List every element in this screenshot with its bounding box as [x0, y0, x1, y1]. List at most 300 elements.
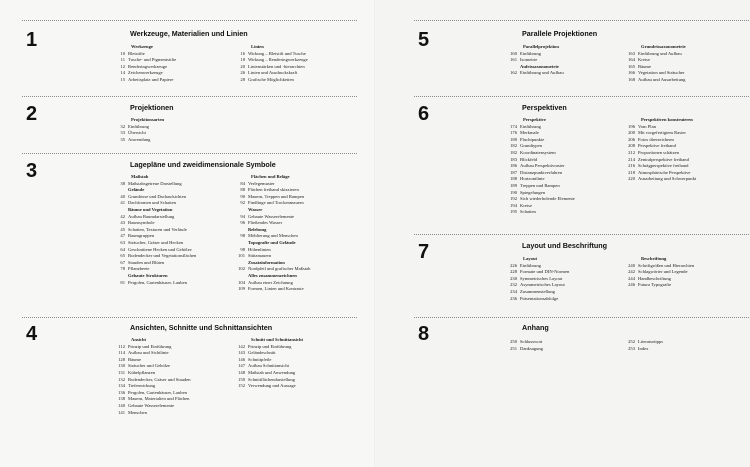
- toc-entry[interactable]: [506, 263, 569, 270]
- chapter-title[interactable]: Projektionen: [130, 103, 174, 112]
- page-number: 130: [118, 363, 125, 369]
- entry-title: Aufrissaxonometrie: [520, 63, 559, 69]
- toc-entry[interactable]: [114, 51, 176, 58]
- chapter-divider: [22, 96, 357, 97]
- chapter-title[interactable]: Werkzeuge, Materialien und Linien: [130, 29, 248, 38]
- toc-entry[interactable]: [114, 410, 191, 417]
- chapter-title[interactable]: Lagepläne und zweidimensionale Symbole: [130, 160, 276, 169]
- toc-entry[interactable]: [114, 363, 191, 370]
- toc-column: [506, 44, 564, 77]
- page-number: 240: [628, 262, 635, 268]
- toc-entry[interactable]: [506, 57, 564, 64]
- subsection-heading: [114, 273, 196, 280]
- page-number: 164: [628, 57, 635, 63]
- entry-title: Proportionen schätzen: [638, 149, 679, 155]
- toc-entry[interactable]: [624, 276, 694, 283]
- entry-title: Stauden und Blüten: [128, 259, 165, 265]
- entry-title: Einführung: [128, 123, 149, 129]
- toc-entry[interactable]: [624, 57, 686, 64]
- page-number: 104: [238, 279, 245, 285]
- toc-entry[interactable]: [114, 57, 176, 64]
- toc-entry[interactable]: [624, 163, 696, 170]
- page-number: 160: [510, 50, 517, 56]
- toc-entry[interactable]: [114, 200, 196, 207]
- toc-entry[interactable]: [234, 350, 303, 357]
- page-number: 136: [118, 389, 125, 395]
- page-number: 41: [120, 200, 125, 206]
- entry-title: Ausarbeitung und Schwerpunkt: [638, 176, 697, 182]
- toc-entry[interactable]: [624, 124, 696, 131]
- toc-entry[interactable]: [624, 170, 696, 177]
- toc-column: [114, 117, 164, 143]
- entry-title: Fluchtpunkte: [520, 136, 545, 142]
- toc-entry[interactable]: [506, 70, 564, 77]
- page-number: 45: [120, 226, 125, 232]
- page-number: 250: [510, 339, 517, 344]
- entry-title: Schatten, Texturen und Verläufe: [128, 226, 187, 232]
- page-number: 252: [628, 339, 635, 344]
- toc-column: [114, 44, 176, 84]
- page-number: 26: [240, 70, 245, 76]
- entry-title: Bodendecker, Gräser und Stauden: [128, 376, 191, 382]
- section-heading: Perspektive: [523, 117, 546, 122]
- toc-entry[interactable]: [506, 170, 575, 177]
- toc-entry[interactable]: [114, 344, 191, 351]
- toc-entry[interactable]: [114, 396, 191, 403]
- page-number: 226: [510, 262, 517, 268]
- toc-entry[interactable]: [114, 64, 176, 71]
- toc-entry[interactable]: [506, 137, 575, 144]
- entry-title: Symmetrisches Layout: [520, 275, 563, 281]
- entry-title: Arbeitsplatz und Papiere: [128, 76, 174, 82]
- toc-entry[interactable]: [234, 363, 303, 370]
- page-number: 131: [118, 369, 125, 375]
- toc-entry[interactable]: [624, 130, 696, 137]
- toc-column: [506, 256, 569, 302]
- toc-entry[interactable]: [234, 357, 303, 364]
- toc-entry[interactable]: [506, 157, 575, 164]
- entry-title: Möblierung und Menschen: [248, 233, 298, 239]
- entry-title: Vegetation und Sträucher: [638, 70, 685, 76]
- page-number: 90: [240, 193, 245, 199]
- toc-entry[interactable]: [624, 157, 696, 164]
- toc-column: [234, 44, 308, 84]
- toc-entry[interactable]: [506, 289, 569, 296]
- toc-entry[interactable]: [114, 377, 191, 384]
- toc-entry[interactable]: [506, 150, 575, 157]
- subsection-heading: [234, 273, 310, 280]
- page-number: [234, 273, 248, 280]
- toc-entry[interactable]: [624, 64, 686, 71]
- chapter-divider: [414, 317, 749, 318]
- toc-entry[interactable]: [234, 377, 303, 384]
- page-number: 162: [510, 70, 517, 76]
- page-number: 230: [510, 275, 517, 281]
- entry-title: Schrägperspektive freihand: [638, 163, 689, 169]
- toc-entry[interactable]: [114, 240, 196, 247]
- toc-entry[interactable]: [114, 233, 196, 240]
- page-number: 138: [118, 396, 125, 402]
- toc-entry[interactable]: [114, 124, 164, 131]
- entry-title: Gelände: [128, 187, 145, 193]
- page-number: 166: [628, 70, 635, 76]
- entry-title: Treppen und Rampen: [520, 182, 560, 188]
- toc-entry[interactable]: [114, 350, 191, 357]
- page-number: 234: [510, 288, 517, 294]
- entry-title: Perspektive freihand: [638, 143, 676, 149]
- entry-title: Aufbau einer Zeichnung: [248, 279, 293, 285]
- entry-title: Linien und Ausdruckskraft: [248, 70, 298, 76]
- entry-title: Futura Typografie: [638, 282, 672, 288]
- page-number: 242: [628, 269, 635, 275]
- chapter-number: 7: [418, 241, 430, 263]
- toc-entry[interactable]: [506, 124, 575, 131]
- entry-title: Findlinge und Trockenmauern: [248, 200, 304, 206]
- toc-entry[interactable]: [114, 214, 196, 221]
- toc-entry[interactable]: [506, 339, 543, 346]
- page-number: 206: [628, 136, 635, 142]
- chapter-divider: [22, 153, 357, 154]
- page-number: 47: [120, 233, 125, 239]
- entry-title: Maßstabsgetreue Darstellung: [128, 180, 182, 186]
- toc-entry[interactable]: [234, 200, 310, 207]
- entry-title: Pflanzbeete: [128, 266, 150, 272]
- page-number: 188: [510, 176, 517, 182]
- toc-entry[interactable]: [234, 344, 303, 351]
- toc-column: [234, 174, 310, 293]
- page-number: 244: [628, 275, 635, 281]
- page-number: 147: [238, 363, 245, 369]
- section-heading: Projektionsarten: [131, 117, 165, 122]
- toc-entry[interactable]: [114, 370, 191, 377]
- subsection-heading: [114, 207, 196, 214]
- page-number: 152: [238, 383, 245, 389]
- chapter-title[interactable]: Perspektiven: [522, 103, 567, 112]
- toc-entry[interactable]: [506, 130, 575, 137]
- entry-title: Kreise: [520, 202, 532, 208]
- toc-entry[interactable]: [234, 286, 310, 293]
- page-number: 78: [120, 266, 125, 272]
- toc-entry[interactable]: [234, 70, 308, 77]
- entry-title: Spiegelungen: [520, 189, 546, 195]
- toc-entry[interactable]: [506, 282, 569, 289]
- page-number: 42: [120, 213, 125, 219]
- toc-entry[interactable]: [506, 276, 569, 283]
- page-number: [114, 187, 128, 194]
- entry-title: Bäume: [638, 63, 652, 69]
- toc-entry[interactable]: [234, 181, 310, 188]
- entry-title: Zeichenwerkzeuge: [128, 70, 163, 76]
- entry-title: Renderingwerkzeuge: [128, 63, 168, 69]
- entry-title: Mauern, Treppen und Rampen: [248, 193, 305, 199]
- page-number: 194: [510, 202, 517, 208]
- toc-entry[interactable]: [114, 77, 176, 84]
- entry-title: Bäume: [128, 356, 142, 362]
- page-number: 15: [120, 76, 125, 82]
- page-number: 146: [238, 356, 245, 362]
- toc-entry[interactable]: [114, 253, 196, 260]
- section-heading: Perspektiven konstruieren: [641, 117, 693, 122]
- entry-title: Sich wiederholende Elemente: [520, 196, 575, 202]
- chapter-divider: [414, 20, 749, 21]
- entry-title: Übersicht: [128, 130, 146, 136]
- page-number: [234, 207, 248, 214]
- entry-title: Einführung: [520, 123, 541, 129]
- page-number: 163: [628, 50, 635, 56]
- toc-entry[interactable]: [114, 70, 176, 77]
- toc-entry[interactable]: [506, 269, 569, 276]
- page-number: 98: [240, 233, 245, 239]
- toc-entry[interactable]: [234, 266, 310, 273]
- toc-column: [624, 117, 696, 183]
- page-number: 200: [628, 130, 635, 136]
- entry-title: Distanzpunktverfahren: [520, 169, 563, 175]
- entry-title: Atmosphärische Perspektive: [638, 169, 691, 175]
- entry-title: Schatten: [520, 209, 536, 215]
- toc-entry[interactable]: [234, 77, 308, 84]
- toc-entry[interactable]: [114, 194, 196, 201]
- toc-entry[interactable]: [624, 346, 663, 353]
- entry-title: Vom Plan: [638, 123, 656, 129]
- page-number: 96: [240, 220, 245, 226]
- toc-entry[interactable]: [506, 296, 569, 303]
- chapter-divider: [414, 234, 749, 235]
- toc-entry[interactable]: [624, 269, 694, 276]
- page-number: 180: [510, 136, 517, 142]
- toc-entry[interactable]: [506, 203, 575, 210]
- toc-entry[interactable]: [506, 190, 575, 197]
- chapter-title[interactable]: Parallele Projektionen: [522, 29, 598, 38]
- section-heading: Maßstab: [131, 174, 149, 179]
- toc-entry[interactable]: [234, 214, 310, 221]
- section-heading: Werkzeuge: [131, 44, 153, 49]
- toc-entry[interactable]: [506, 143, 575, 150]
- page-number: 142: [238, 343, 245, 349]
- toc-entry[interactable]: [234, 233, 310, 240]
- page-number: 92: [240, 200, 245, 206]
- toc-entry[interactable]: [114, 403, 191, 410]
- toc-entry[interactable]: [506, 163, 575, 170]
- entry-title: Schriftgrößen und Hierarchien: [638, 262, 695, 268]
- page-number: 150: [238, 376, 245, 382]
- toc-entry[interactable]: [114, 130, 164, 137]
- entry-title: Aufbau Schnittansicht: [248, 363, 289, 369]
- toc-entry[interactable]: [624, 176, 696, 183]
- section-heading: Schnitt und Schnittansicht: [251, 337, 304, 342]
- toc-entry[interactable]: [624, 263, 694, 270]
- toc-entry[interactable]: [234, 253, 310, 260]
- entry-title: Formen, Linien und Kontraste: [248, 286, 304, 292]
- toc-column: [234, 337, 303, 390]
- entry-title: Grafische Möglichkeiten: [248, 76, 294, 82]
- page-number: [234, 240, 248, 247]
- toc-entry[interactable]: [114, 260, 196, 267]
- chapter-title[interactable]: Ansichten, Schnitte und Schnittansichten: [130, 323, 273, 332]
- chapter-divider: [22, 317, 357, 318]
- page-number: 214: [628, 156, 635, 162]
- page-number: [234, 260, 248, 267]
- entry-title: Fließendes Wasser: [248, 220, 283, 226]
- entry-title: Alles zusammenzeichnen: [248, 272, 297, 278]
- page-number: 40: [120, 193, 125, 199]
- entry-title: Nordpfeil und grafischer Maßstab: [248, 266, 311, 272]
- entry-title: Mauern, Materialien und Flächen: [128, 396, 190, 402]
- toc-entry[interactable]: [624, 339, 663, 346]
- page-number: 208: [628, 143, 635, 149]
- page-number: 218: [628, 169, 635, 175]
- toc-entry[interactable]: [624, 137, 696, 144]
- chapter-number: 8: [418, 323, 430, 345]
- chapter-number: 6: [418, 103, 430, 125]
- book-gutter: [374, 0, 376, 467]
- toc-entry[interactable]: [506, 51, 564, 58]
- subsection-heading: [506, 64, 564, 71]
- entry-title: Geschnittene Hecken und Gehölze: [128, 246, 192, 252]
- section-heading: Parallelprojektion: [523, 44, 559, 49]
- entry-title: Gebaute Wasserelemente: [248, 213, 295, 219]
- toc-entry[interactable]: [624, 150, 696, 157]
- toc-entry[interactable]: [114, 357, 191, 364]
- toc-entry[interactable]: [234, 51, 308, 58]
- toc-entry[interactable]: [506, 346, 543, 353]
- page-number: 64: [120, 246, 125, 252]
- entry-title: Prinzip und Einführung: [248, 343, 292, 349]
- toc-entry[interactable]: [624, 282, 694, 289]
- page-number: 102: [238, 266, 245, 272]
- page-number: 128: [118, 356, 125, 362]
- toc-entry[interactable]: [624, 51, 686, 58]
- toc-entry[interactable]: [114, 247, 196, 254]
- toc-entry[interactable]: [114, 280, 196, 287]
- page-number: 134: [118, 383, 125, 389]
- entry-title: Einführung: [520, 262, 541, 268]
- subsection-heading: [234, 240, 310, 247]
- toc-entry[interactable]: [114, 220, 196, 227]
- page-number: 216: [628, 163, 635, 169]
- toc-entry[interactable]: [624, 77, 686, 84]
- section-heading: Beschriftung: [641, 256, 667, 261]
- entry-title: Grundtypen: [520, 143, 542, 149]
- toc-entry[interactable]: [624, 70, 686, 77]
- entry-title: Zentralperspektive freihand: [638, 156, 689, 162]
- page-number: 246: [628, 282, 635, 288]
- toc-entry[interactable]: [114, 390, 191, 397]
- entry-title: Horizontlinie: [520, 176, 545, 182]
- entry-title: Dachformen und Schatten: [128, 200, 176, 206]
- toc-entry[interactable]: [506, 196, 575, 203]
- chapter-number: 1: [26, 29, 38, 51]
- entry-title: Mit vorgefertigtem Raster: [638, 130, 686, 136]
- toc-entry[interactable]: [506, 183, 575, 190]
- toc-entry[interactable]: [114, 227, 196, 234]
- entry-title: Aufbau Baumdarstellung: [128, 213, 175, 219]
- toc-entry[interactable]: [234, 194, 310, 201]
- page-number: 190: [510, 189, 517, 195]
- toc-entry[interactable]: [234, 383, 303, 390]
- toc-column: [624, 339, 663, 352]
- entry-title: Aufbau und Ausarbeitung: [638, 76, 686, 82]
- section-heading: Grundrissaxonometrie: [641, 44, 686, 49]
- toc-entry[interactable]: [114, 181, 196, 188]
- toc-column: [114, 174, 196, 286]
- chapter-divider: [414, 96, 749, 97]
- page-number: 10: [120, 50, 125, 56]
- entry-title: Einführung: [520, 50, 541, 56]
- page-number: 88: [240, 187, 245, 193]
- entry-title: Wasser: [248, 206, 263, 212]
- entry-title: Geländeschnitt: [248, 350, 276, 356]
- page-number: 174: [510, 123, 517, 129]
- entry-title: Anwendung: [128, 136, 151, 142]
- chapter-title[interactable]: Layout und Beschriftung: [522, 241, 608, 250]
- entry-title: Schnittpfeile: [248, 356, 272, 362]
- entry-title: Fotos überzeichnen: [638, 136, 674, 142]
- toc-entry[interactable]: [234, 247, 310, 254]
- entry-title: Sträucher, Gräser und Hecken: [128, 239, 184, 245]
- page-number: 114: [118, 350, 125, 356]
- toc-entry[interactable]: [234, 280, 310, 287]
- page-number: [114, 273, 128, 280]
- page-number: [506, 64, 520, 71]
- page-number: 12: [120, 63, 125, 69]
- entry-title: Aufbau Perspektivraster: [520, 163, 565, 169]
- toc-entry[interactable]: [114, 137, 164, 144]
- entry-title: Danksagung: [520, 345, 543, 351]
- toc-entry[interactable]: [234, 57, 308, 64]
- entry-title: Höhenlinien: [248, 246, 271, 252]
- toc-entry[interactable]: [506, 209, 575, 216]
- chapter-title[interactable]: Anhang: [522, 323, 549, 332]
- toc-entry[interactable]: [234, 220, 310, 227]
- page-number: 35: [120, 136, 125, 142]
- entry-title: Formate und DIN-Normen: [520, 269, 570, 275]
- entry-title: Baumgruppen: [128, 233, 155, 239]
- page-number: 212: [628, 149, 635, 155]
- page-number: 196: [628, 123, 635, 129]
- toc-entry[interactable]: [234, 187, 310, 194]
- toc-entry[interactable]: [624, 143, 696, 150]
- page-number: 33: [120, 130, 125, 136]
- page-number: 165: [628, 63, 635, 69]
- page-number: [234, 227, 248, 234]
- toc-entry[interactable]: [114, 383, 191, 390]
- page-number: 11: [120, 57, 125, 63]
- toc-entry[interactable]: [234, 64, 308, 71]
- page-number: 148: [238, 369, 245, 375]
- section-heading: Ansicht: [131, 337, 147, 342]
- page-number: 228: [510, 269, 517, 275]
- page-number: 220: [628, 176, 635, 182]
- page-number: 140: [118, 402, 125, 408]
- entry-title: Zusammenstellung: [520, 288, 555, 294]
- page-number: 236: [510, 295, 517, 301]
- entry-title: Grundrisse und Dachaufsichten: [128, 193, 186, 199]
- entry-title: Tusche- und Pigmentstifte: [128, 57, 177, 63]
- page-number: 183: [510, 156, 517, 162]
- section-heading: Layout: [523, 256, 538, 261]
- toc-entry[interactable]: [506, 176, 575, 183]
- page-number: 16: [240, 50, 245, 56]
- entry-title: Merkmale: [520, 130, 539, 136]
- page-number: 253: [628, 345, 635, 351]
- entry-title: Baumsymbole: [128, 220, 155, 226]
- chapter-number: 2: [26, 103, 38, 125]
- toc-entry[interactable]: [114, 266, 196, 273]
- subsection-heading: [234, 207, 310, 214]
- toc-column: [624, 44, 686, 84]
- page-number: 18: [240, 57, 245, 63]
- toc-entry[interactable]: [234, 370, 303, 377]
